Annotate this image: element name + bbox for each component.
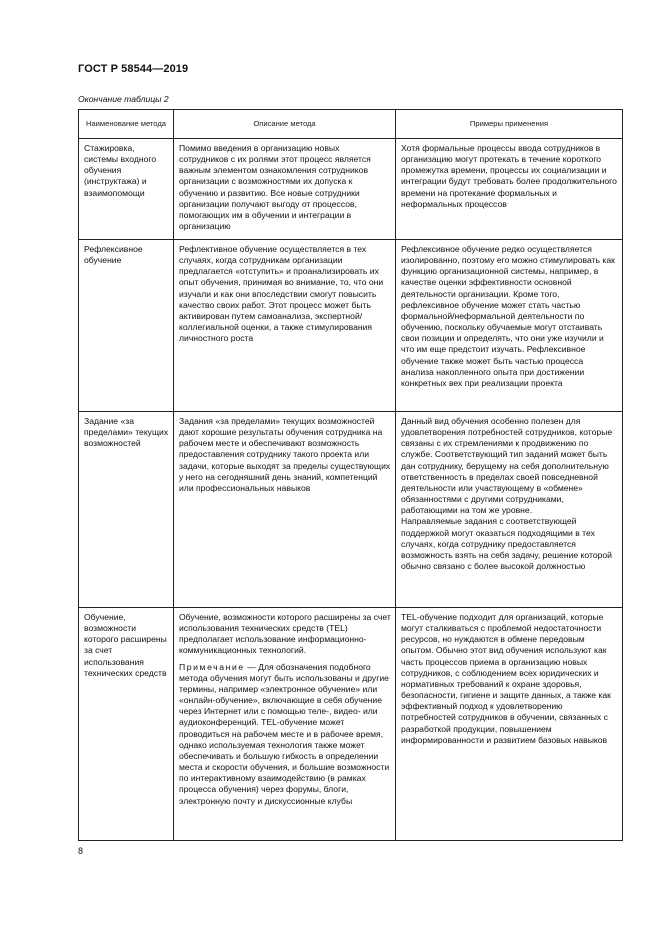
method-name-cell: Рефлексивное обучение: [79, 240, 174, 412]
table-row: [79, 412, 623, 608]
application-examples-cell: Хотя формальные процессы ввода сотрудников в организацию могут протекать в течение короткого промежутка времени, процессы их социализации и интеграции будут требовать более продолжительного времени на протекание формальных и неформальных процессов: [396, 139, 623, 240]
method-description-cell: Помимо введения в организацию новых сотрудников с их ролями этот процесс является важным элементом ознакомления сотрудников организации с возможностями их допуска к обучению и развитию. Все новые сотрудники организации получают выгоду от процессов, помогающих им в обучении и интеграции в организацию: [174, 139, 396, 240]
description-paragraph: Обучение, возможности которого расширены за счет использования технических средств (TEL) предполагает использование информационно-коммуникационных технологий.: [179, 612, 391, 656]
standard-designation: ГОСТ Р 58544—2019: [78, 63, 189, 75]
application-examples-cell: [396, 412, 623, 608]
method-description-cell: [174, 608, 396, 841]
header-method-description: Описание метода: [174, 110, 396, 139]
method-name-cell: Обучение, возможности которого расширены за счет использования технических средств: [79, 608, 174, 841]
header-application-examples: Примеры применения: [396, 110, 623, 139]
header-method-name: Наименование метода: [79, 110, 174, 139]
method-name-cell: Задание «за пределами» текущих возможностей: [79, 412, 174, 608]
application-examples-cell: TEL-обучение подходит для организаций, которые могут сталкиваться с проблемой недостаточности ресурсов, но нуждаются в обмене передовым опытом. Обычно этот вид обучения используют как часть процессов приема в организацию новых сотрудников, с соблюдением всех юридических и нормативных требований к охране здоровья, безопасности, гигиене и защите данных, а также как эффективный подход к удовлетворению потребностей сотрудников в обучении, связанных с разработкой продукции, повышением информированности и развитием базовых навыков: [396, 608, 623, 841]
examples-paragraph: Направляемые задания с соответствующей поддержкой могут оказаться подходящими в тех случаях, когда сотруднику предоставляется возможность взять на себя задачу, решение которой обычно связано с более высокой должностью: [401, 516, 612, 572]
table-header-row: [79, 110, 623, 139]
examples-paragraph: Данный вид обучения особенно полезен для удовлетворения потребностей сотрудников, которые связаны с их стремлениями к продвижению по службе. Соответствующий тип заданий может быть дан сотруднику, берущему на себя дополнительную ответственность в пределах своей повседневной деятельности или участвующему в «обмене» обязанностями с другими сотрудниками, работающими на том же уровне.: [401, 416, 613, 516]
description-note: [179, 662, 391, 807]
method-description-cell: Задания «за пределами» текущих возможностей дают хорошие результаты обучения сотрудника на рабочем месте и обеспечивают возможность предоставления сотруднику такого проекта или задачи, которые выходят за пределы существующих у него на сегодняшний день знаний, компетенций или профессиональных навыков: [174, 412, 396, 608]
page-number: 8: [78, 846, 84, 856]
methods-table: [78, 109, 623, 841]
note-text: — Для обозначения подобного метода обучения могут быть использованы и другие термины, например «электронное обучение» или «онлайн-обучение», включающие в себя обучение через Интернет или с помощью теле-, видео- или аудиоконференций. TEL-обучение может проводиться на рабочем месте и в рабочее время, однако используемая технология также может обеспечивать и большую гибкость в определении места и скорости обучения, и большие возможности по интерактивному взаимодействию (в рамках процесса обучения) через форумы, блоги, электронную почту и дискуссионные клубы: [179, 661, 390, 806]
method-description-cell: Рефлективное обучение осуществляется в тех случаях, когда сотрудникам организации предлагается «отступить» и проанализировать их опыт обучения, принимая во внимание, то, что они изучали и как они впоследствии смогут повысить качество своих работ. Этот процесс может быть активирован путем самоанализа, экспертной/коллегиальной оценки, а также стимулирования личностного роста: [174, 240, 396, 412]
table-row: [79, 240, 623, 412]
table-caption: Окончание таблицы 2: [78, 94, 169, 104]
note-label: Примечание: [179, 661, 245, 672]
method-name-cell: Стажировка, системы входного обучения (инструктажа) и взаимопомощи: [79, 139, 174, 240]
table-row: [79, 139, 623, 240]
application-examples-cell: Рефлексивное обучение редко осуществляется изолированно, поэтому его можно стимулировать как функцию организационной системы, например, в качестве оценки эффективности основной деятельности организации. Кроме того, рефлексивное обучение может стать частью формальной/неформальной деятельности по обучению, поскольку обучаемые могут отстаивать свои позиции и определять, что они уже изучили и что им еще предстоит изучать. Рефлексивное обучение также может быть частью процесса анализа накопленного опыта при достижении конкретных вех при реализации проекта: [396, 240, 623, 412]
table-row: [79, 608, 623, 841]
